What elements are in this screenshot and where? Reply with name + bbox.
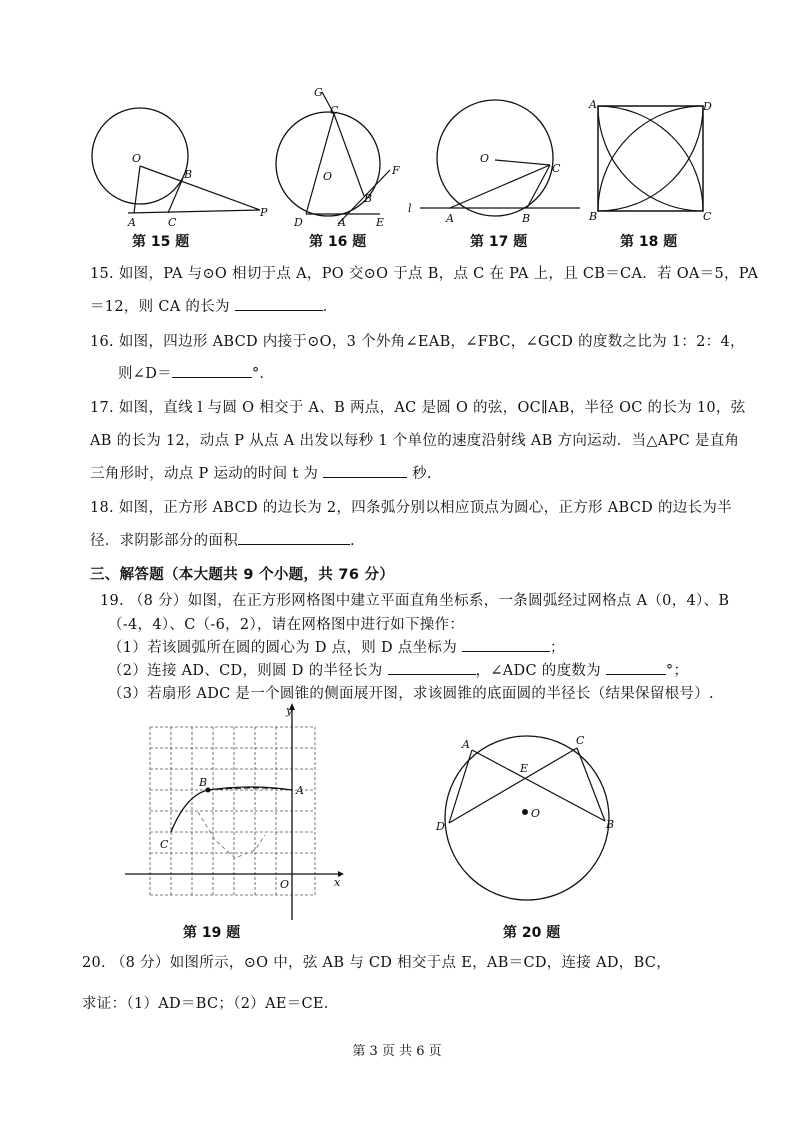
label-A: A: [462, 738, 470, 751]
q19-sub2-blank-radius[interactable]: [388, 660, 476, 675]
label-A: A: [296, 784, 304, 797]
label-C: C: [160, 838, 169, 851]
label-l: l: [408, 202, 412, 215]
figure-16: [268, 84, 418, 234]
q19-sub2-blank-angle[interactable]: [606, 660, 666, 675]
q15-line2: ＝12，则 CA 的长为 ．: [90, 295, 338, 316]
q16-answer-blank[interactable]: [172, 363, 252, 378]
label-C: C: [330, 104, 339, 117]
label-D: D: [436, 820, 445, 833]
q18-answer-blank[interactable]: [238, 530, 350, 545]
q15-line1: 15. 如图，PA 与⊙O 相切于点 A，PO 交⊙O 于点 B，点 C 在 PA 上，且 CB＝CA．若 OA＝5，PA: [90, 266, 759, 282]
label-C: C: [576, 734, 585, 747]
q16-line2: 则∠D＝ °．: [118, 362, 274, 383]
label-B: B: [184, 168, 193, 181]
label-O: O: [323, 170, 333, 183]
label-C: C: [168, 216, 177, 229]
caption-16: 第 16 题: [309, 234, 367, 250]
figure-19: [120, 700, 350, 925]
label-C: C: [703, 210, 712, 223]
label-A: A: [338, 216, 346, 229]
q19-sub1: （1）若该圆弧所在圆的圆心为 D 点，则 D 点坐标为 ；: [108, 636, 565, 657]
label-O: O: [531, 807, 541, 820]
label-B: B: [589, 210, 598, 223]
label-B: B: [364, 192, 373, 205]
label-A: A: [446, 212, 454, 225]
label-C: C: [552, 162, 561, 175]
label-F: F: [392, 164, 400, 177]
label-B: B: [522, 212, 531, 225]
label-D: D: [703, 100, 712, 113]
q19-line1: 19. （8 分）如图，在正方形网格图中建立平面直角坐标系，一条圆弧经过网格点 A（0，4）、B: [100, 593, 730, 609]
q17-line3: 三角形时，动点 P 运动的时间 t 为 秒.: [90, 462, 432, 483]
q17-line2: AB 的长为 12，动点 P 从点 A 出发以每秒 1 个单位的速度沿射线 AB 方向运动．当△APC 是直角: [90, 433, 740, 449]
label-D: D: [294, 216, 303, 229]
figure-20: [430, 728, 630, 913]
caption-17: 第 17 题: [470, 234, 528, 250]
label-O: O: [132, 152, 142, 165]
q20-line2: 求证：（1）AD＝BC；（2）AE＝CE.: [82, 996, 329, 1012]
q17-answer-blank[interactable]: [323, 463, 407, 478]
label-P: P: [260, 206, 268, 219]
label-A: A: [128, 216, 136, 229]
page-footer: 第 3 页 共 6 页: [352, 1044, 442, 1059]
label-B: B: [606, 818, 615, 831]
axis-x: x: [334, 876, 341, 889]
q18-line1: 18. 如图，正方形 ABCD 的边长为 2，四条弧分别以相应顶点为圆心，正方形 ABCD 的边长为半: [90, 500, 732, 516]
label-A: A: [589, 98, 597, 111]
label-O: O: [480, 152, 490, 165]
label-E: E: [376, 216, 385, 229]
q19-line2: （-4，4）、C（-6，2），请在网格图中进行如下操作：: [108, 617, 465, 633]
label-G: G: [314, 86, 323, 99]
caption-19: 第 19 题: [183, 925, 241, 941]
q20-line1: 20. （8 分）如图所示，⊙O 中，弦 AB 与 CD 相交于点 E，AB＝CD，连接 AD，BC，: [82, 955, 671, 971]
figure-17: [400, 98, 585, 228]
q18-line2: 径．求阴影部分的面积 .: [90, 529, 355, 550]
caption-20: 第 20 题: [503, 925, 561, 941]
figure-15: [88, 98, 278, 233]
caption-15: 第 15 题: [132, 234, 190, 250]
q15-answer-blank[interactable]: [235, 296, 323, 311]
q16-line1: 16. 如图，四边形 ABCD 内接于⊙O，3 个外角∠EAB，∠FBC，∠GCD 的度数之比为 1：2：4，: [90, 334, 745, 350]
label-O: O: [280, 878, 290, 891]
q19-sub1-blank[interactable]: [462, 637, 550, 652]
q19-sub3: （3）若扇形 ADC 是一个圆锥的侧面展开图，求该圆锥的底面圆的半径长（结果保留根号）.: [108, 686, 714, 702]
label-E: E: [520, 762, 529, 775]
section-3-heading: 三、解答题（本大题共 9 个小题，共 76 分）: [90, 567, 395, 583]
q17-line1: 17. 如图，直线 l 与圆 O 相交于 A、B 两点，AC 是圆 O 的弦，OC∥AB，半径 OC 的长为 10，弦: [90, 400, 746, 416]
caption-18: 第 18 题: [620, 234, 678, 250]
q19-sub2: （2）连接 AD、CD，则圆 D 的半径长为 ，∠ADC 的度数为 °；: [108, 659, 688, 680]
axis-y: y: [286, 704, 293, 717]
label-B: B: [199, 776, 208, 789]
figure-18: [583, 96, 713, 226]
